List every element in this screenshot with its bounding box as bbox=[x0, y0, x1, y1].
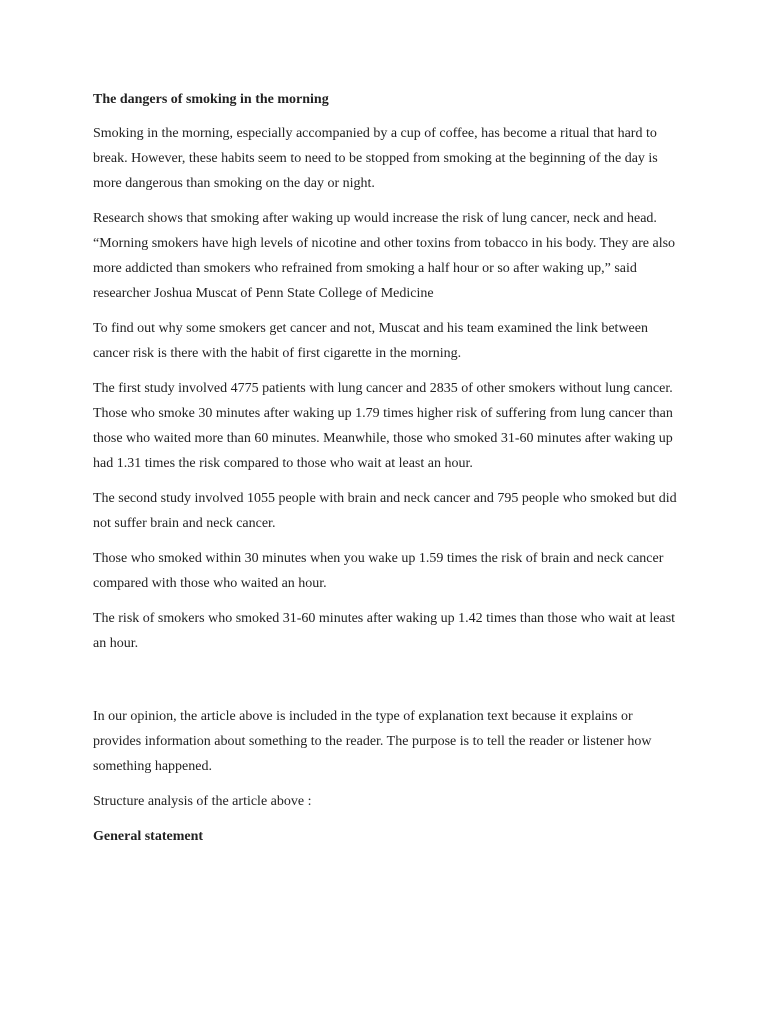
structure-intro: Structure analysis of the article above : bbox=[93, 794, 312, 809]
paragraph-first-study: The first study involved 4775 patients with lung cancer and 2835 of other smokers without lung cancer. Those who smoke 30 minutes after waking up 1.79 times higher risk of suffering from lung cancer than those who waited more than 60 minutes. Meanwhile, those who smoked 31-60 minutes after waking up had 1.31 times the risk compared to those who wait at least an hour. bbox=[93, 381, 673, 471]
paragraph-second-study: The second study involved 1055 people with brain and neck cancer and 795 people who smoked but did not suffer brain and neck cancer. bbox=[93, 491, 677, 531]
paragraph-research: Research shows that smoking after waking up would increase the risk of lung cancer, neck and head. “Morning smokers have high levels of nicotine and other toxins from tobacco in his body. They are also more addicted than smokers who refrained from smoking a half hour or so after waking up,” said researcher Joshua Muscat of Penn State College of Medicine bbox=[93, 211, 676, 301]
paragraph-method: To find out why some smokers get cancer and not, Muscat and his team examined the link between cancer risk is there with the habit of first cigarette in the morning. bbox=[93, 321, 648, 361]
paragraph-opinion: In our opinion, the article above is included in the type of explanation text because it explains or provides information about something to the reader. The purpose is to tell the reader or listener how something happened. bbox=[93, 709, 652, 774]
section-heading-general-statement: General statement bbox=[93, 829, 204, 844]
blank-line bbox=[93, 666, 683, 704]
document-body bbox=[93, 87, 683, 849]
article-title: The dangers of smoking in the morning bbox=[93, 92, 329, 107]
paragraph-intro: Smoking in the morning, especially accompanied by a cup of coffee, has become a ritual that hard to break. However, these habits seem to need to be stopped from smoking at the beginning of the day is more dangerous than smoking on the day or night. bbox=[93, 126, 658, 191]
paragraph-31-60-minutes: The risk of smokers who smoked 31-60 minutes after waking up 1.42 times than those who wait at least an hour. bbox=[93, 611, 676, 651]
paragraph-30-minutes: Those who smoked within 30 minutes when you wake up 1.59 times the risk of brain and neck cancer compared with those who waited an hour. bbox=[93, 551, 664, 591]
